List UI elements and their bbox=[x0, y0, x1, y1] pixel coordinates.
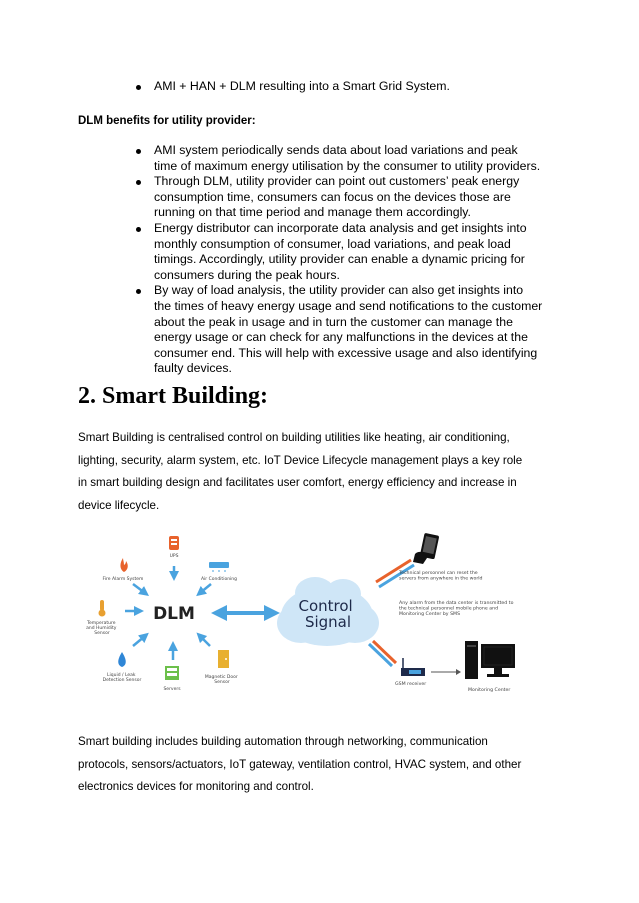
list-item bbox=[136, 283, 576, 377]
monitoring-center-icon bbox=[465, 641, 515, 679]
text-line: energy usage or can check for any malfunctions in the devices at the bbox=[154, 330, 528, 345]
text-line: AMI system periodically sends data about load variations and peak bbox=[154, 143, 518, 157]
gsm-receiver-icon bbox=[401, 658, 425, 676]
text-line: about the peak in usage and in turn the customer can manage the bbox=[154, 314, 513, 329]
benefits-list bbox=[136, 143, 576, 377]
water-drop-icon bbox=[118, 652, 126, 667]
text-line: lighting, security, alarm system, etc. IoT Device Lifecycle management plays a key role bbox=[78, 453, 523, 467]
bullet-icon bbox=[136, 289, 141, 294]
benefits-heading: DLM benefits for utility provider: bbox=[78, 115, 256, 127]
mobile-phone-icon bbox=[413, 533, 439, 564]
monitoring-center-label: Monitoring Center bbox=[468, 688, 511, 693]
text-line: Energy distributor can incorporate data analysis and get insights into bbox=[154, 220, 527, 235]
gsm-label: GSM receiver bbox=[395, 682, 427, 687]
outro-paragraph bbox=[78, 731, 568, 799]
text-line: electronics devices for monitoring and control. bbox=[78, 780, 314, 794]
text-line: faulty devices. bbox=[154, 361, 232, 376]
alarm-transmission-text: Any alarm from the data center is transmitted to the technical personnel mobile phone and Monitoring Center by SMS bbox=[399, 601, 514, 617]
top-bullet-list bbox=[136, 79, 576, 95]
list-item: AMI + HAN + DLM resulting into a Smart Grid System. bbox=[136, 79, 576, 95]
text-line: By way of load analysis, the utility provider can also get insights into bbox=[154, 283, 524, 298]
text-line: consumers during the peak hours. bbox=[154, 267, 340, 282]
diagram-svg bbox=[79, 528, 549, 708]
bullet-icon bbox=[136, 227, 141, 232]
ups-icon bbox=[169, 536, 179, 550]
fire-icon bbox=[120, 558, 127, 572]
text-line: protocols, sensors/actuators, IoT gateway, ventilation control, HVAC system, and other bbox=[78, 757, 522, 771]
bullet-icon bbox=[136, 180, 141, 185]
leak-sensor-label: Liquid / Leak Detection Sensor bbox=[102, 673, 142, 683]
arrow-icon bbox=[200, 636, 210, 646]
dlm-label: DLM bbox=[153, 604, 195, 624]
list-item bbox=[136, 143, 576, 174]
text-line: Through DLM, utility provider can point out customers’ peak energy bbox=[154, 174, 520, 189]
arrow-icon bbox=[133, 584, 145, 593]
fire-alarm-label: Fire Alarm System bbox=[102, 577, 144, 582]
smart-building-diagram bbox=[79, 528, 549, 708]
intro-paragraph bbox=[78, 427, 568, 517]
text-line: Smart building includes building automation through networking, communication bbox=[78, 735, 488, 748]
text-line: device lifecycle. bbox=[78, 498, 160, 512]
text-line: timings. Accordingly, utility provider can enable a dynamic pricing for bbox=[154, 252, 525, 267]
air-conditioner-icon bbox=[209, 562, 229, 572]
arrow-icon bbox=[200, 584, 211, 593]
door-sensor-label: Magnetic Door Sensor bbox=[204, 675, 238, 685]
bullet-icon bbox=[136, 85, 141, 90]
text-line: consumer end. This will help with excessive usage and also identifying bbox=[154, 345, 538, 360]
arrow-icon bbox=[133, 636, 145, 646]
text-line: the times of heavy energy usage and send notifications to the customer bbox=[154, 298, 543, 313]
text-line: Smart Building is centralised control on building utilities like heating, air conditioning, bbox=[78, 431, 510, 444]
text-line: monthly consumption of consumer, load variations, and peak load bbox=[154, 236, 511, 251]
temperature-label: Temperature and Humidity Sensor bbox=[86, 621, 117, 636]
ups-label: UPS bbox=[169, 554, 179, 559]
cloud-label: Control Signal bbox=[298, 597, 353, 631]
server-icon bbox=[165, 666, 179, 680]
text-line: consumption time, consumers can focus on the devices those are bbox=[154, 189, 511, 204]
bullet-icon bbox=[136, 149, 141, 154]
text-line: time of maximum energy utilisation by the consumer to utility providers. bbox=[154, 158, 541, 173]
air-conditioning-label: Air Conditioning bbox=[200, 577, 238, 582]
servers-label: Servers bbox=[163, 687, 181, 692]
thermometer-icon bbox=[99, 600, 106, 617]
technical-personnel-text: Technical personnel can reset the servers from anywhere in the world bbox=[399, 571, 483, 582]
text-line: in smart building design and facilitates user comfort, energy efficiency and increase in bbox=[78, 476, 517, 490]
door-icon bbox=[218, 650, 229, 668]
list-item bbox=[136, 174, 576, 221]
list-item bbox=[136, 221, 576, 283]
text-line: running on that time period and manage them accordingly. bbox=[154, 205, 471, 220]
section-title: 2. Smart Building: bbox=[78, 383, 269, 409]
